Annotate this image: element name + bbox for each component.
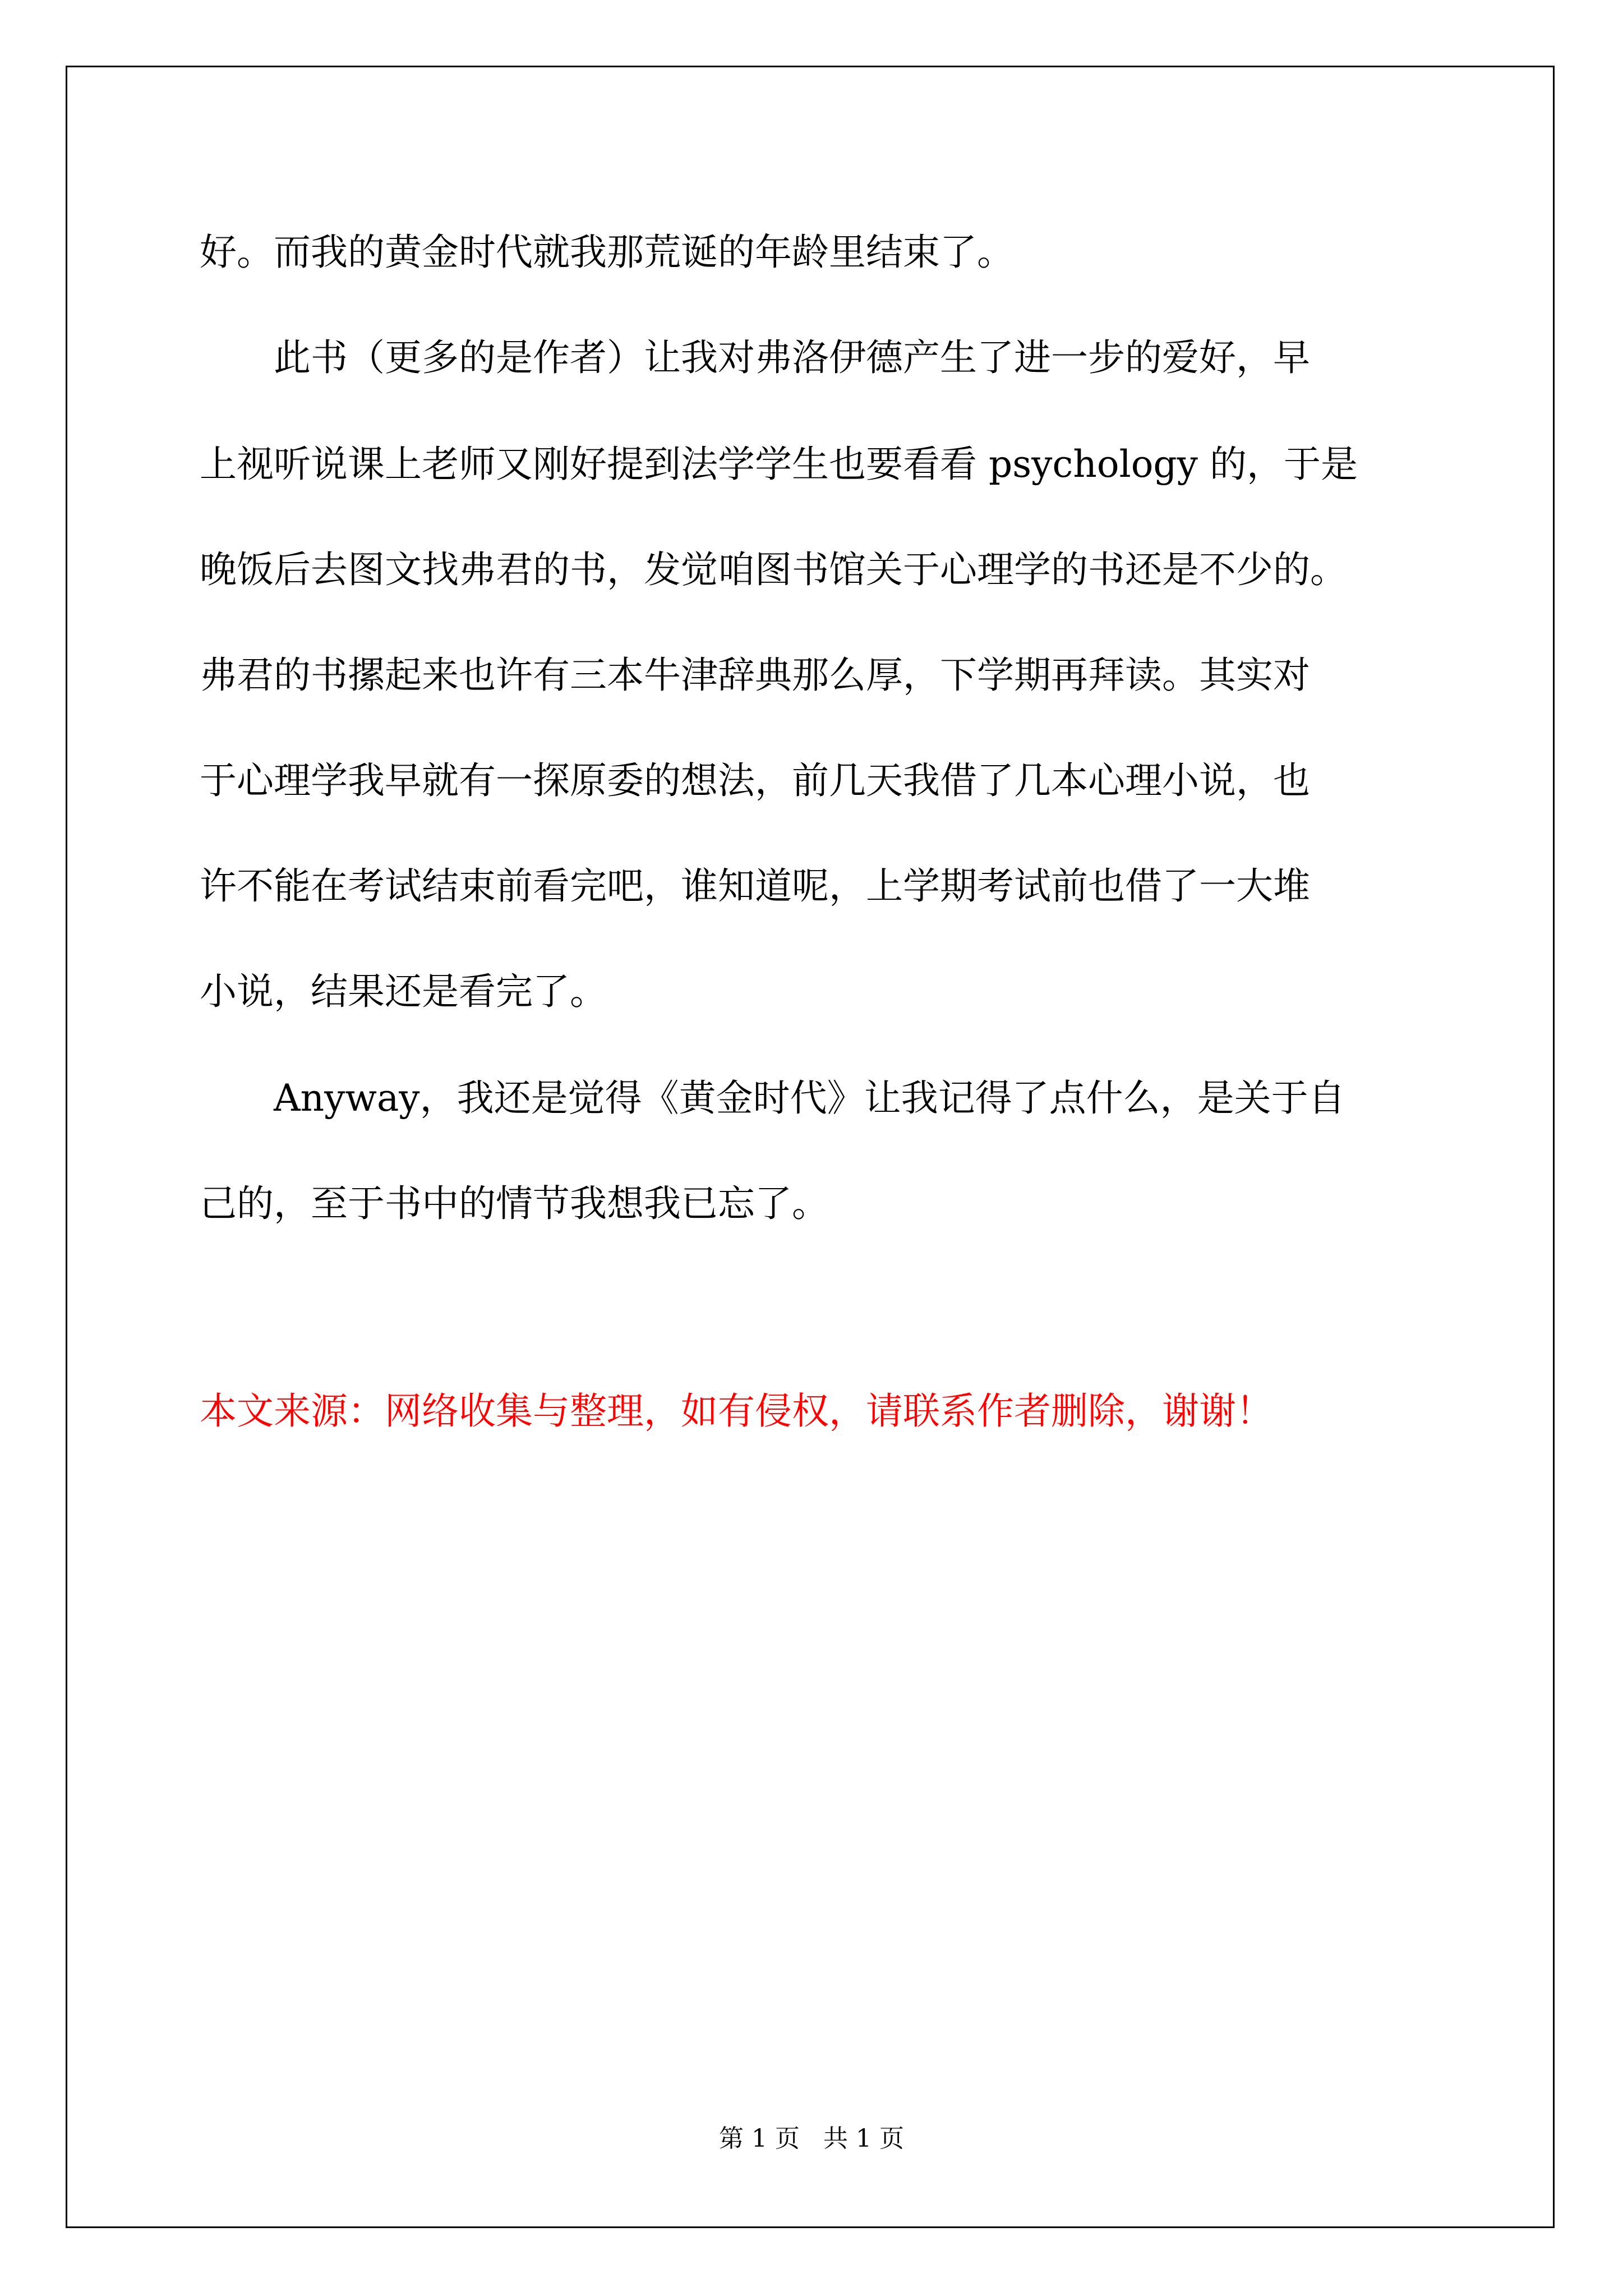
paragraph-line: 好。而我的黄金时代就我那荒诞的年龄里结束了。 (200, 231, 1014, 274)
paragraph-line: 小说，结果还是看完了。 (200, 970, 607, 1013)
paragraph-line: 晚饭后去图文找弗君的书，发觉咱图书馆关于心理学的书还是不少的。 (200, 548, 1347, 591)
page-footer: 第 1 页 共 1 页 (719, 2124, 904, 2153)
paragraph-line: 上视听说课上老师又刚好提到法学学生也要看看 psychology 的，于是 (200, 443, 1358, 486)
paragraph-line: Anyway，我还是觉得《黄金时代》让我记得了点什么，是关于自 (200, 1076, 1345, 1120)
source-note: 本文来源：网络收集与整理，如有侵权，请联系作者删除，谢谢！ (200, 1389, 1273, 1433)
paragraph-line: 许不能在考试结束前看完吧，谁知道呢，上学期考试前也借了一大堆 (200, 864, 1310, 908)
page-border (66, 66, 1555, 2228)
paragraph-line: 此书（更多的是作者）让我对弗洛伊德产生了进一步的爱好，早 (200, 336, 1310, 379)
paragraph-line: 弗君的书摞起来也许有三本牛津辞典那么厚，下学期再拜读。其实对 (200, 654, 1310, 697)
paragraph-line: 于心理学我早就有一探原委的想法，前几天我借了几本心理小说，也 (200, 759, 1310, 802)
paragraph-line: 己的，至于书中的情节我想我已忘了。 (200, 1182, 829, 1225)
